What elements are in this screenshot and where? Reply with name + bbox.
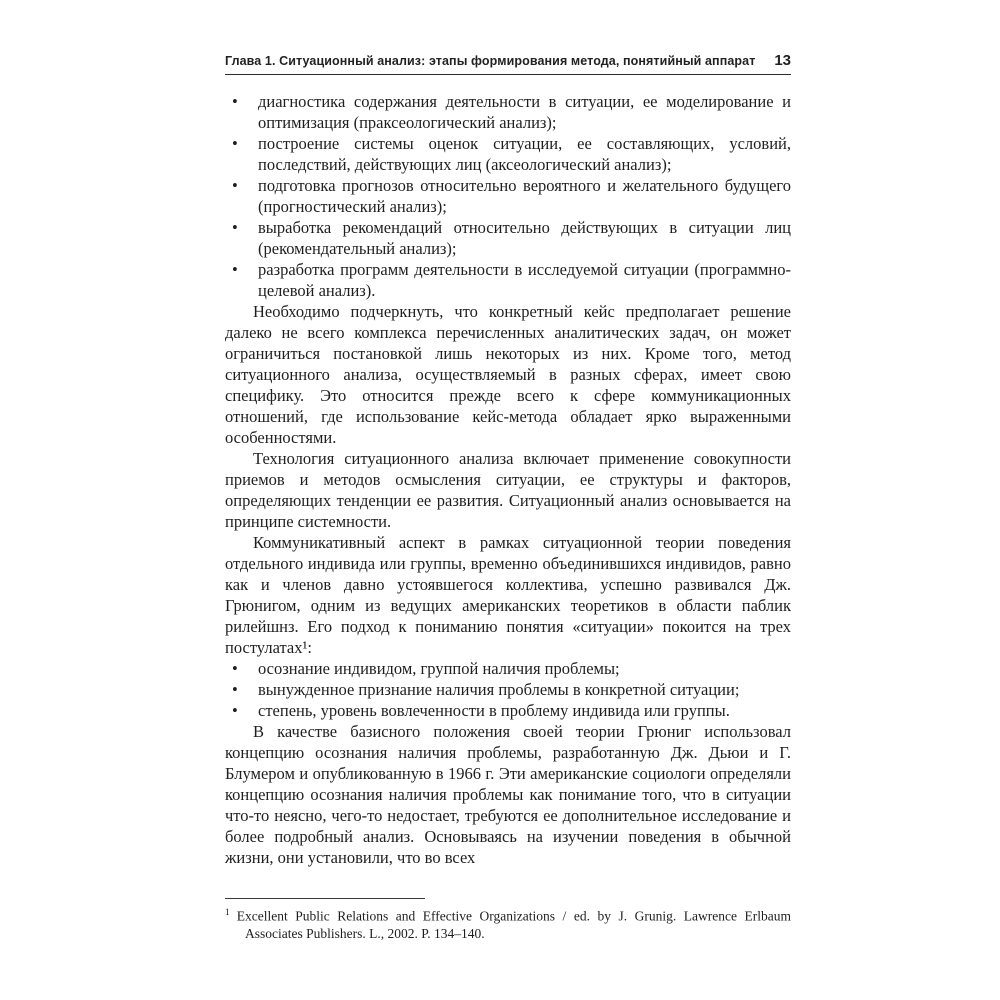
postulates-list <box>225 658 791 721</box>
list-item-text: осознание индивидом, группой наличия проблемы; <box>258 659 620 678</box>
text-column <box>225 52 791 868</box>
list-item <box>225 217 791 259</box>
footnote-marker: 1 <box>225 908 230 918</box>
list-item <box>225 259 791 301</box>
footnote-rule <box>225 898 425 899</box>
list-item <box>225 175 791 217</box>
bullet-icon: • <box>232 92 238 111</box>
bullet-icon: • <box>232 134 238 153</box>
list-item-text: диагностика содержания деятельности в ситуации, ее моделирование и оптимизация (праксеологический анализ); <box>258 92 791 132</box>
list-item-text: вынужденное признание наличия проблемы в конкретной ситуации; <box>258 680 740 699</box>
footnote-text: Excellent Public Relations and Effective Organizations / ed. by J. Grunig. Lawrence Erlbaum Associates Publishers. L., 2002. P. 134–140. <box>236 908 791 941</box>
paragraph: Коммуникативный аспект в рамках ситуационной теории поведения отдельного индивида или группы, временно объединившихся индивидов, равно как и членов давно устоявшегося коллектива, успешно развивался Дж. Грюнигом, одним из ведущих американских теоретиков в области паблик рилейшнз. Его подход к пониманию понятия «ситуации» покоится на трех постулатах¹: <box>225 533 791 657</box>
analysis-types-list <box>225 91 791 301</box>
list-item <box>225 679 791 700</box>
list-item-text: построение системы оценок ситуации, ее составляющих, условий, последствий, действующих лиц (аксеологический анализ); <box>258 134 791 174</box>
bullet-icon: • <box>232 701 238 720</box>
list-item <box>225 133 791 175</box>
list-item-text: разработка программ деятельности в исследуемой ситуации (программно-целевой анализ). <box>258 260 791 300</box>
chapter-running-title: Глава 1. Ситуационный анализ: этапы формирования метода, понятийный аппарат <box>225 54 756 68</box>
page-content <box>225 91 791 868</box>
list-item <box>225 91 791 133</box>
bullet-icon: • <box>232 176 238 195</box>
list-item <box>225 658 791 679</box>
list-item-text: подготовка прогнозов относительно вероятного и желательного будущего (прогностический анализ); <box>258 176 791 216</box>
paragraph: В качестве базисного положения своей теории Грюниг использовал концепцию осознания наличия проблемы, разработанную Дж. Дьюи и Г. Блумером и опубликованную в 1966 г. Эти американские социологи определяли концепцию осознания наличия проблемы как понимание того, что в ситуации что-то неясно, чего-то недостает, требуются ее дополнительное исследование и более подробный анализ. Основываясь на изучении поведения в обычной жизни, они установили, что во всех <box>225 722 791 867</box>
page-number: 13 <box>774 52 791 69</box>
bullet-icon: • <box>232 260 238 279</box>
bullet-icon: • <box>232 680 238 699</box>
running-head <box>225 52 791 75</box>
list-item <box>225 700 791 721</box>
bullet-icon: • <box>232 659 238 678</box>
paragraph: Технология ситуационного анализа включает применение совокупности приемов и методов осмысления ситуации, ее структуры и факторов, определяющих тенденции ее развития. Ситуационный анализ основывается на принципе системности. <box>225 449 791 531</box>
list-item-text: степень, уровень вовлеченности в проблему индивида или группы. <box>258 701 730 720</box>
bullet-icon: • <box>232 218 238 237</box>
footnote-area <box>225 898 791 943</box>
paragraph: Необходимо подчеркнуть, что конкретный кейс предполагает решение далеко не всего комплекса перечисленных аналитических задач, он может ограничиться постановкой лишь некоторых из них. Кроме того, метод ситуационного анализа, осуществляемый в разных сферах, имеет свою специфику. Это относится прежде всего к сфере коммуникационных отношений, где использование кейс-метода обладает ярко выраженными особенностями. <box>225 302 791 447</box>
list-item-text: выработка рекомендаций относительно действующих в ситуации лиц (рекомендательный анализ); <box>258 218 791 258</box>
footnote <box>225 905 791 943</box>
